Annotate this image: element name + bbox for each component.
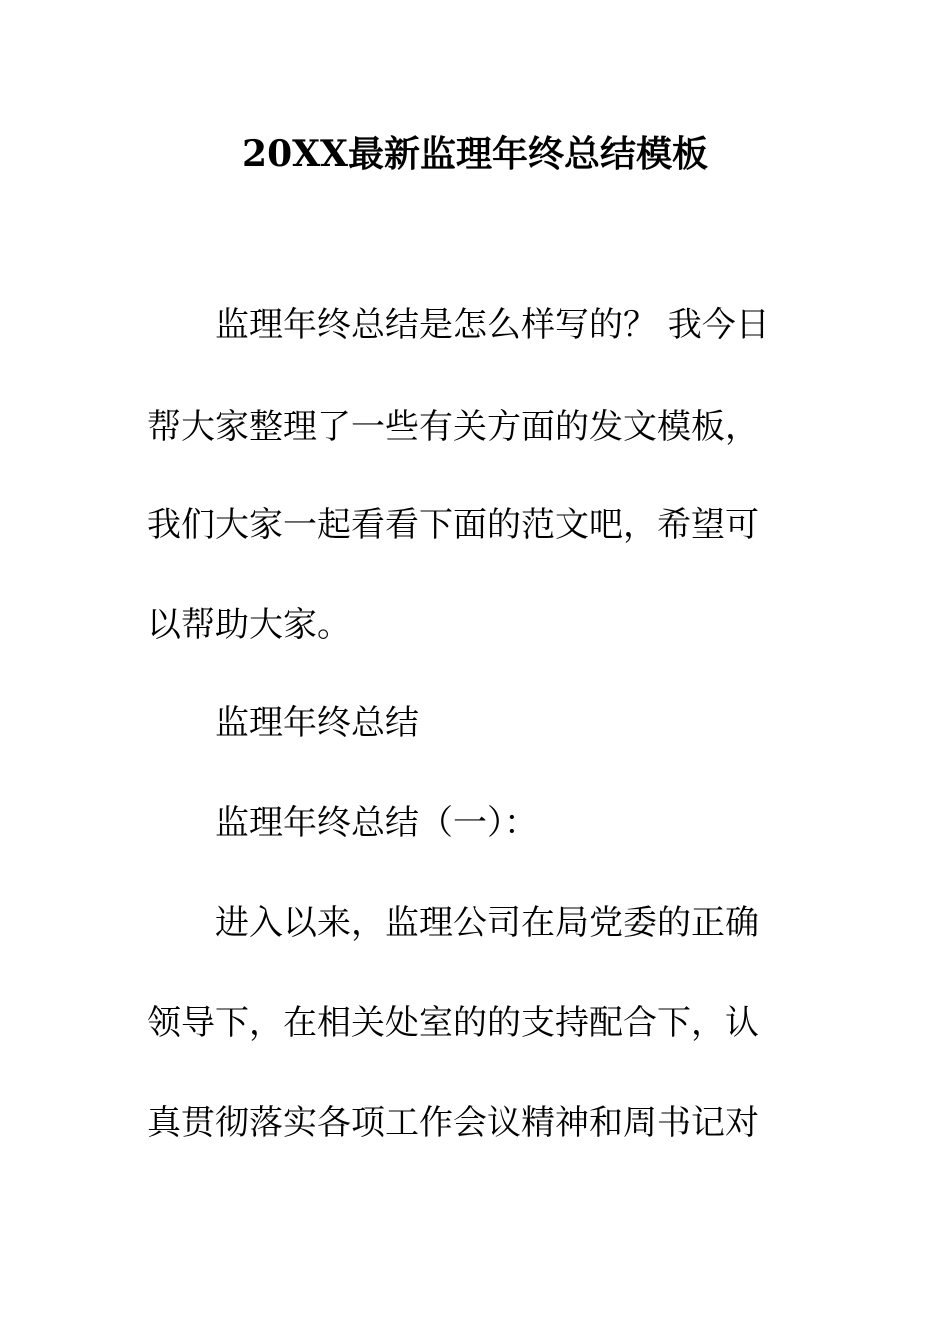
paragraph-line: 领导下，在相关处室的的支持配合下，认 bbox=[147, 1003, 759, 1043]
paragraph-line: 真贯彻落实各项工作会议精神和周书记对 bbox=[147, 1103, 759, 1143]
paragraph-line: 监理年终总结是怎么样写的？ 我今日 bbox=[215, 305, 770, 345]
paragraph-line: 帮大家整理了一些有关方面的发文模板， bbox=[147, 407, 759, 447]
paragraph-line: 以帮助大家。 bbox=[147, 605, 351, 645]
section-heading: 监理年终总结 bbox=[215, 703, 419, 743]
paragraph-line: 我们大家一起看看下面的范文吧，希望可 bbox=[147, 505, 759, 545]
paragraph-line: 进入以来，监理公司在局党委的正确 bbox=[215, 903, 759, 943]
subsection-heading: 监理年终总结（一）： bbox=[215, 803, 538, 843]
document-title: 20XX最新监理年终总结模板 bbox=[242, 133, 708, 175]
